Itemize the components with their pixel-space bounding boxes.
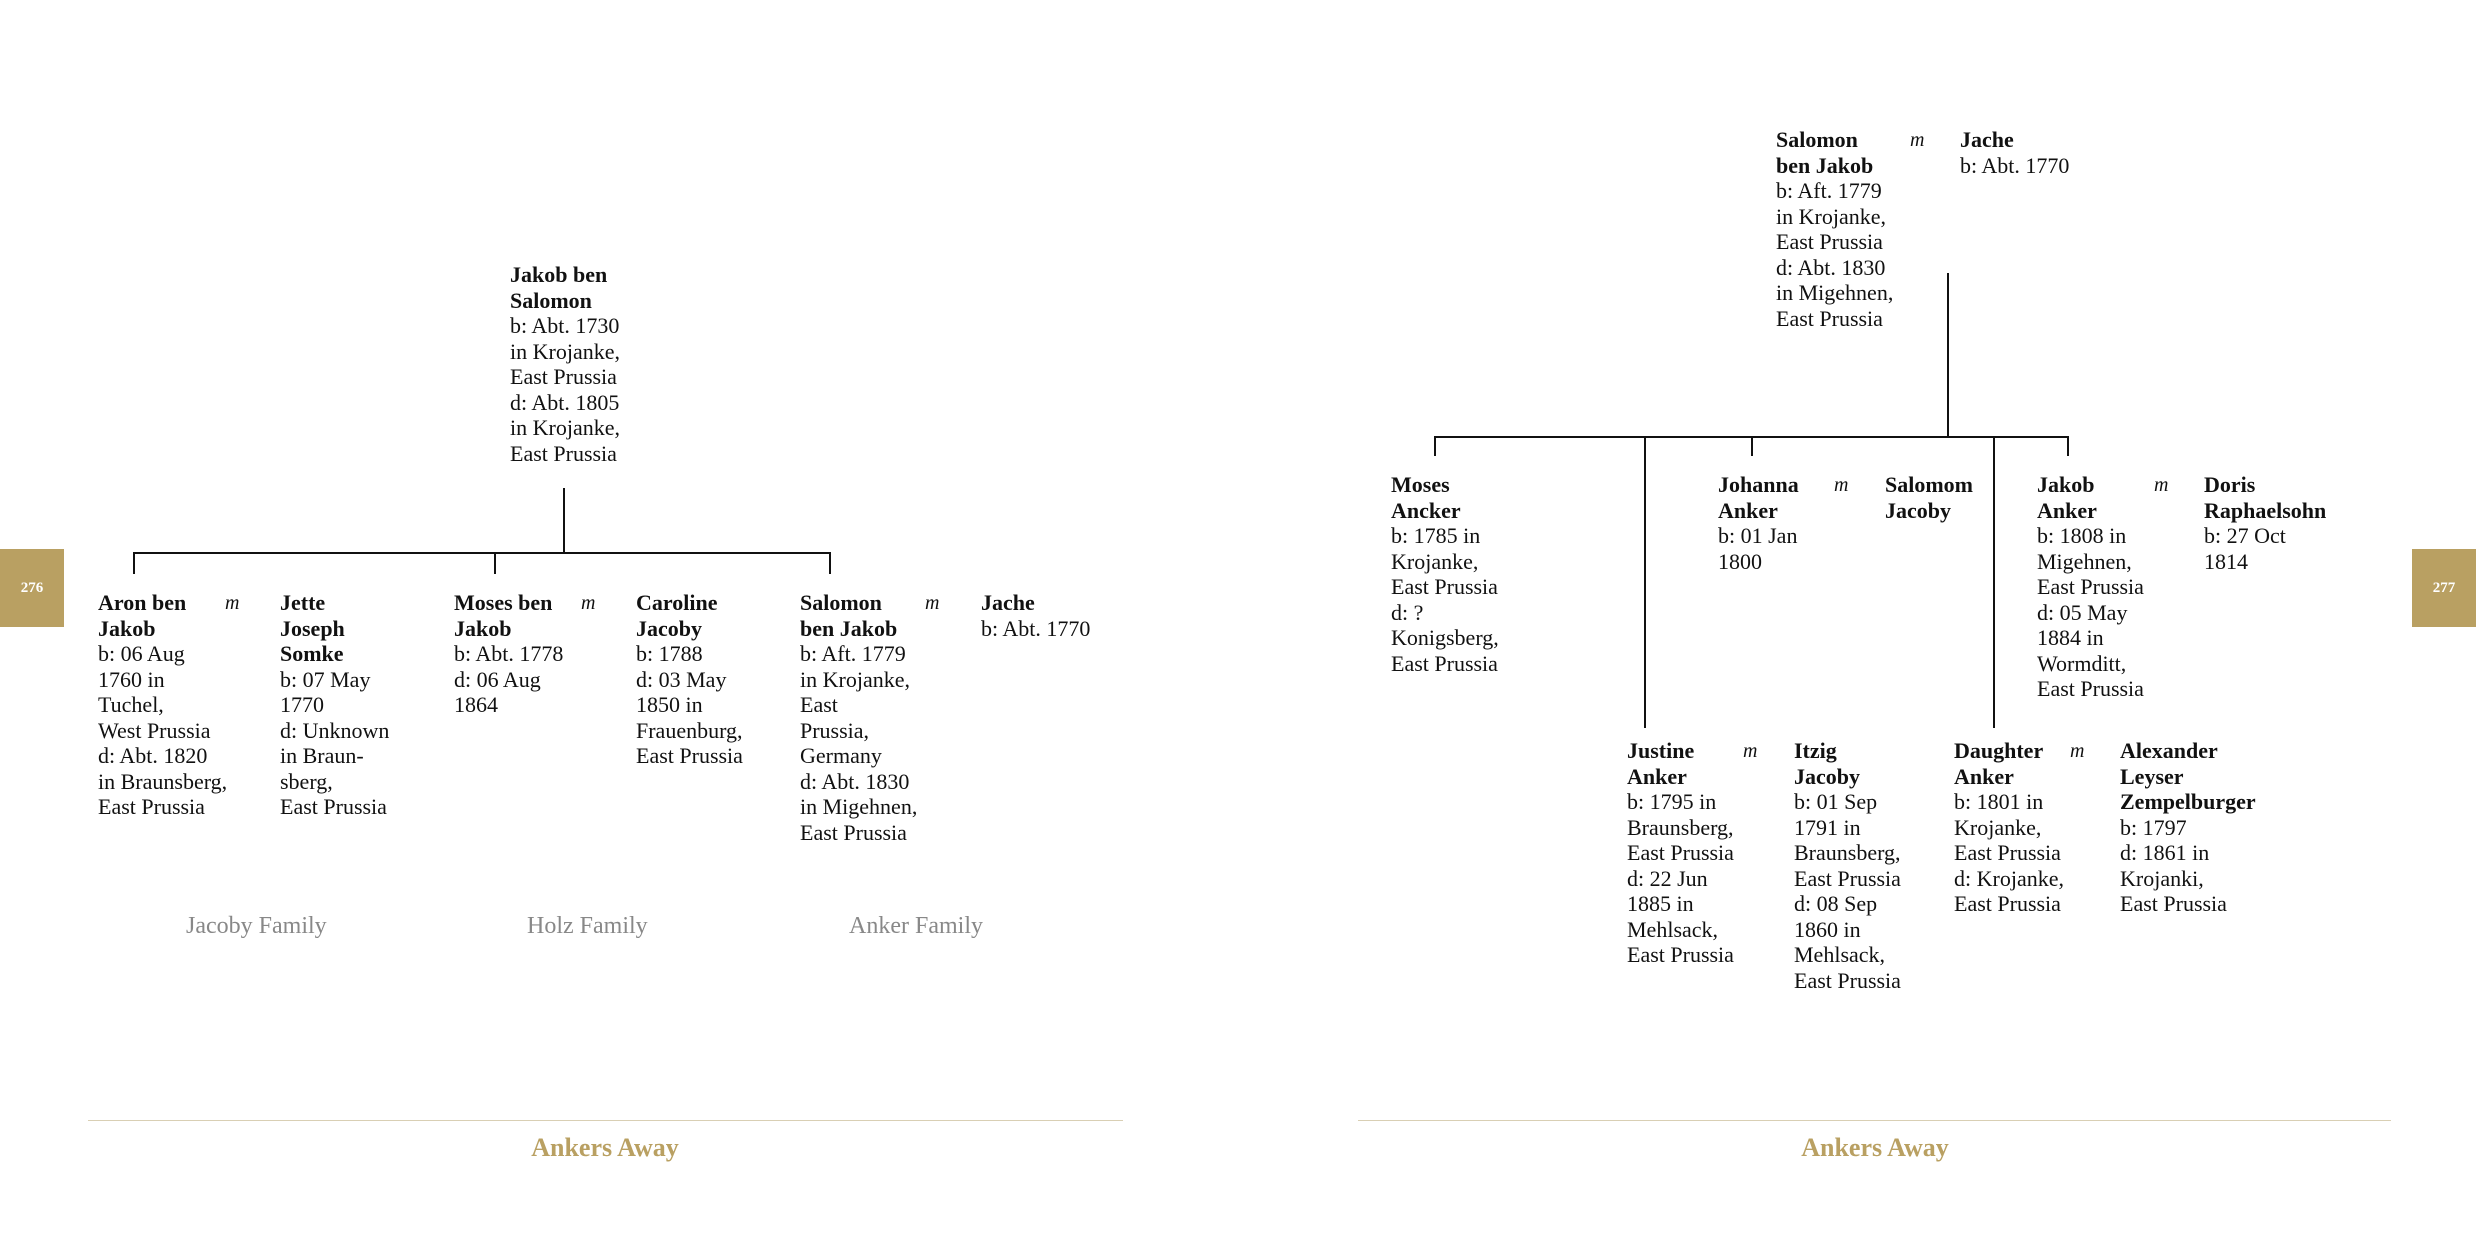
person-name: Johanna Anker	[1718, 472, 1799, 523]
person-details: b: Abt. 1730 in Krojanke, East Prussia d: Abt. 1805 in Krojanke, East Prussia	[510, 313, 620, 466]
person-justine-anker	[1627, 738, 1734, 968]
person-name: Justine Anker	[1627, 738, 1695, 789]
person-moses-ben-jakob	[454, 590, 563, 718]
person-details: b: 1808 in Migehnen, East Prussia d: 05 May 1884 in Wormditt, East Prussia	[2037, 523, 2144, 701]
tree-connector	[133, 552, 831, 554]
person-name: Salomon ben Jakob	[1776, 127, 1874, 178]
tree-connector	[1434, 436, 1436, 456]
person-name: Jette Joseph Somke	[280, 590, 345, 666]
person-details: b: 06 Aug 1760 in Tuchel, West Prussia d: Abt. 1820 in Braunsberg, East Prussia	[98, 641, 228, 819]
person-details: b: 01 Sep 1791 in Braunsberg, East Prussia d: 08 Sep 1860 in Mehlsack, East Prussia	[1794, 789, 1901, 993]
person-details: b: 1788 d: 03 May 1850 in Frauenburg, East Prussia	[636, 641, 743, 768]
tree-connector	[1751, 436, 1753, 456]
footer-title: Ankers Away	[531, 1133, 679, 1162]
tree-connector	[563, 488, 565, 553]
person-details: b: 07 May 1770 d: Unknown in Braun- sberg, East Prussia	[280, 666, 390, 819]
tree-connector	[2067, 436, 2069, 456]
person-details: b: 1801 in Krojanke, East Prussia d: Krojanke, East Prussia	[1954, 789, 2064, 916]
page-number: 276	[20, 579, 44, 596]
person-name: Moses Ancker	[1391, 472, 1461, 523]
marriage-marker: m	[581, 592, 596, 614]
person-daughter-anker	[1954, 738, 2064, 917]
family-label-anker: Anker Family	[849, 913, 983, 939]
marriage-marker: m	[1834, 474, 1849, 496]
page-number: 277	[2432, 579, 2456, 596]
person-jache	[981, 590, 1090, 641]
marriage-marker: m	[2154, 474, 2169, 496]
footer-rule	[1358, 1120, 2391, 1121]
person-name: Moses ben Jakob	[454, 590, 553, 641]
page-number-tab-right	[2412, 549, 2476, 627]
person-name: Jache	[981, 590, 1035, 615]
person-details: b: 01 Jan 1800	[1718, 523, 1798, 574]
family-label-holz: Holz Family	[527, 913, 648, 939]
tree-connector	[1993, 436, 1995, 728]
person-jakob-ben-salomon	[510, 262, 620, 466]
person-name: Doris Raphaelsohn	[2204, 472, 2327, 523]
person-name: Salomon ben Jakob	[800, 590, 898, 641]
person-details: b: 27 Oct 1814	[2204, 523, 2286, 574]
person-details: b: 1797 d: 1861 in Krojanki, East Prussia	[2120, 814, 2227, 916]
marriage-marker: m	[225, 592, 240, 614]
person-doris-raphaelsohn	[2204, 472, 2326, 574]
person-name: Alexander Leyser Zempelburger	[2120, 738, 2256, 814]
tree-connector	[1644, 436, 1646, 728]
tree-connector	[829, 552, 831, 574]
person-details: b: 1785 in Krojanke, East Prussia d: ? Konigsberg, East Prussia	[1391, 523, 1499, 676]
person-salomon-ben-jakob	[1776, 127, 1893, 331]
right-page	[1240, 0, 2480, 1240]
person-alexander-leyser-zempelburger	[2120, 738, 2256, 917]
person-salomom-jacoby	[1885, 472, 1973, 523]
footer-title: Ankers Away	[1801, 1133, 1949, 1162]
page-number-tab-left	[0, 549, 64, 627]
person-itzig-jacoby	[1794, 738, 1901, 993]
person-jakob-anker	[2037, 472, 2144, 702]
tree-connector	[494, 552, 496, 574]
marriage-marker: m	[1743, 740, 1758, 762]
person-details: b: Aft. 1779 in Krojanke, East Prussia, Germany d: Abt. 1830 in Migehnen, East Prussia	[800, 641, 918, 845]
tree-connector	[1947, 273, 1949, 437]
marriage-marker: m	[2070, 740, 2085, 762]
person-moses-ancker	[1391, 472, 1499, 676]
person-caroline-jacoby	[636, 590, 743, 769]
person-johanna-anker	[1718, 472, 1799, 574]
person-name: Jakob Anker	[2037, 472, 2097, 523]
person-name: Jakob ben Salomon	[510, 262, 608, 313]
person-details: b: Aft. 1779 in Krojanke, East Prussia d: Abt. 1830 in Migehnen, East Prussia	[1776, 178, 1894, 331]
person-jette-joseph-somke	[280, 590, 389, 820]
tree-connector	[133, 552, 135, 574]
marriage-marker: m	[1910, 129, 1925, 151]
person-details: b: Abt. 1770	[1960, 152, 2070, 178]
person-name: Daughter Anker	[1954, 738, 2044, 789]
person-jache	[1960, 127, 2069, 178]
footer-rule	[88, 1120, 1123, 1121]
person-aron-ben-jakob	[98, 590, 227, 820]
marriage-marker: m	[925, 592, 940, 614]
family-label-jacoby: Jacoby Family	[186, 913, 327, 939]
person-name: Aron ben Jakob	[98, 590, 187, 641]
person-name: Salomom Jacoby	[1885, 472, 1973, 523]
person-details: b: 1795 in Braunsberg, East Prussia d: 22 Jun 1885 in Mehlsack, East Prussia	[1627, 789, 1734, 967]
person-name: Itzig Jacoby	[1794, 738, 1860, 789]
person-name: Caroline Jacoby	[636, 590, 718, 641]
person-details: b: Abt. 1770	[981, 615, 1091, 641]
person-name: Jache	[1960, 127, 2014, 152]
person-salomon-ben-jakob	[800, 590, 917, 845]
person-details: b: Abt. 1778 d: 06 Aug 1864	[454, 641, 564, 717]
